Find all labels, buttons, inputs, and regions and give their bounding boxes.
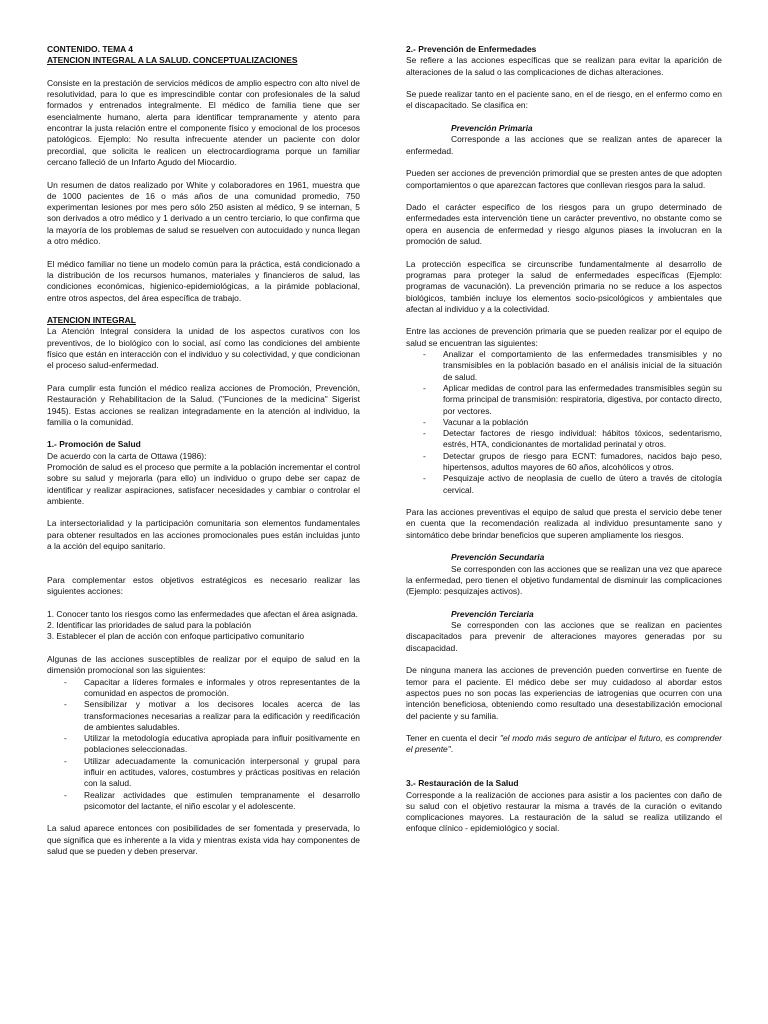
- list-item: - Capacitar a líderes formales e informales y otros representantes de la comunidad en aspectos de promoción.: [47, 677, 360, 700]
- section-heading-prevencion: 2.- Prevención de Enfermedades: [406, 44, 537, 54]
- numbered-list: [47, 609, 360, 643]
- list-item: - Detectar factores de riesgo individual: hábitos tóxicos, sedentarismo, estrés, HTA, condicionantes de mortalidad perinatal y otros.: [406, 428, 722, 451]
- paragraph: Se refiere a las acciones específicas que se realizan para evitar la aparición de alteraciones de la salud o las complicaciones de dichas alteraciones.: [406, 55, 722, 77]
- paragraph: Para cumplir esta función el médico realiza acciones de Promoción, Prevención, Restauración y Rehabilitacion de la Salud. ("Funciones de la medicina" Sigerist 1945). Estas acciones se realizan integradamente en la atención al individuo, la familia o la comunidad.: [47, 382, 360, 427]
- paragraph: Corresponde a la realización de acciones para asistir a los pacientes con daño de su salud con el objetivo restaurar la misma a través de la curación o evitando complicaciones mayores. La restauración de la salud se realiza utilizando el enfoque clínico - epidemiológico y social.: [406, 789, 722, 834]
- list-item: - Detectar grupos de riesgo para ECNT: fumadores, nacidos bajo peso, hipertensos, adultos mayores de 60 años, alcohólicos y otros.: [406, 451, 722, 474]
- subheading-prevencion-terciaria: Prevención Terciaria: [451, 608, 534, 619]
- subheading-prevencion-primaria: Prevención Primaria: [451, 123, 533, 134]
- paragraph: Dado el carácter especifico de los riesgos para un grupo determinado de enfermedades esta intervención tiene un carácter preventivo, no obstante como se opera en ausencia de enfermedad y riesgo algunos piases la involucran en la promoción de salud.: [406, 202, 722, 247]
- paragraph: Consiste en la prestación de servicios médicos de amplio espectro con alto nivel de resolutividad, para lo que es imprescindible contar con profesionales de la salud formados y entrenados integralmente. El médico de familia tiene que ser esencialmente humano, alerta para identificar tempranamente y atento para encontrar la justa relación entre el componente físico y emocional de los procesos patológicos. Ejemplo: No resulta infrecuente atender un paciente con dolor precordial, que solicita le realicen un electrocardiograma porque un familiar cercano falleció de un Infarto Agudo del Miocardio.: [47, 77, 360, 167]
- list-item: 1. Conocer tanto los riesgos como las enfermedades que afectan el área asignada.: [47, 608, 358, 619]
- paragraph: Un resumen de datos realizado por White y colaboradores en 1961, muestra que de 1000 pacientes de 16 o más años de una comunidad promedio, 750 experimentan lesiones por mes pero sólo 250 asisten al médico, 9 se internan, 5 son derivados a otro médico y 1 derivado a un centro terciario, lo que confirma que la mayoría de los problemas de salud se resuelven con autocuidado y nunca llegan a otro médico.: [47, 179, 360, 247]
- list-item: - Analizar el comportamiento de las enfermedades transmisibles y no transmisibles en la población basado en el análisis inicial de la situación de salud.: [406, 349, 722, 383]
- document-title: CONTENIDO. TEMA 4: [47, 44, 133, 54]
- bullet-list: [406, 349, 722, 496]
- paragraph: Se puede realizar tanto en el paciente sano, en el de riesgo, en el enfermo como en el discapacitado. Se clasifica en:: [406, 89, 722, 111]
- subheading-prevencion-secundaria: Prevención Secundaria: [451, 552, 545, 563]
- paragraph: Pueden ser acciones de prevención primordial que se presten antes de que adopten comportamientos o que aparezcan factores que conllevan riesgos para la salud.: [406, 168, 722, 190]
- quote-end: .: [450, 744, 454, 755]
- paragraph: Para las acciones preventivas el equipo de salud que presta el servicio debe tener en cuenta que la recomendación realizada al individuo presuntamente sano y sintomático debe brindar beneficios que superen ampliamente los riesgos.: [406, 507, 722, 540]
- list-item: - Vacunar a la población: [406, 417, 722, 428]
- list-item: - Pesquizaje activo de neoplasia de cuello de útero a través de citología cervical.: [406, 473, 722, 496]
- list-item: - Utilizar la metodología educativa apropiada para influir positivamente en poblaciones seleccionadas.: [47, 733, 360, 756]
- list-item: - Realizar actividades que estimulen tempranamente el desarrollo psicomotor del lactante, el niño escolar y el adolescente.: [47, 790, 360, 813]
- section-heading-atencion-integral: ATENCION INTEGRAL: [47, 315, 136, 326]
- paragraph: De acuerdo con la carta de Ottawa (1986):: [47, 450, 207, 461]
- left-column: [47, 44, 360, 857]
- right-column: [406, 44, 722, 835]
- document-subtitle: ATENCION INTEGRAL A LA SALUD. CONCEPTUALIZACIONES: [47, 55, 298, 66]
- quote-lead: Tener en cuenta el decir: [406, 733, 500, 744]
- bullet-list: [47, 677, 360, 813]
- paragraph: Se corresponden con las acciones que se realizan una vez que aparece la enfermedad, pero tienen el objetivo fundamental de disminuir las complicaciones (Ejemplo: pesquizajes activos).: [406, 563, 722, 597]
- list-item: - Aplicar medidas de control para las enfermedades transmisibles según su forma principal de transmisión: respiratoria, digestiva, por contacto directo, por vectores.: [406, 383, 722, 417]
- section-heading-restauracion: 3.- Restauración de la Salud: [406, 778, 519, 789]
- paragraph: Promoción de salud es el proceso que permite a la población incrementar el control sobre su salud y mejorarla (para ello) un individuo o grupo debe ser capaz de identificar y realizar aspiraciones, satisfacer necesidades y cambiar o controlar el ambiente.: [47, 461, 360, 506]
- paragraph: La Atención Integral considera la unidad de los aspectos curativos con los preventivos, de lo biológico con lo social, así como las condiciones del ambiente físico que están en interacción con el individuo y su colectividad, y que condicionan el proceso salud-enfermedad.: [47, 326, 360, 371]
- list-item: 2. Identificar las prioridades de salud para la población: [47, 620, 252, 631]
- paragraph: El médico familiar no tiene un modelo común para la práctica, está condicionado a la distribución de los recursos humanos, materiales y financieros de salud, las condiciones económicas, higienico-epidemiológicas, a la pirámide poblacional, entre otros aspectos, del área específica de trabajo.: [47, 258, 360, 303]
- quote-paragraph: [406, 733, 722, 756]
- paragraph: Algunas de las acciones susceptibles de realizar por el equipo de salud en la dimensión promocional son las siguientes:: [47, 654, 360, 676]
- list-item: - Sensibilizar y motivar a los decisores locales acerca de las transformaciones necesarias a realizar para la edificación y reedificación de ambientes saludables.: [47, 699, 360, 733]
- list-item: - Utilizar adecuadamente la comunicación interpersonal y grupal para influir en actitudes, valores, costumbres y prácticas positivas en relación con la salud.: [47, 756, 360, 790]
- list-item: 3. Establecer el plan de acción con enfoque participativo comunitario: [47, 631, 305, 642]
- paragraph: De ninguna manera las acciones de prevención pueden convertirse en fuente de temor para el paciente. El médico debe ser muy cuidadoso al abordar estos aspectos pues no son pocas las experiencias de iatrogenias que ocurren con una intención beneficiosa, obteniendo como resultado una desestabilización emocional del paciente y su familia.: [406, 665, 722, 721]
- paragraph: Para complementar estos objetivos estratégicos es necesario realizar las siguientes acciones:: [47, 574, 360, 597]
- section-heading-promocion: 1.- Promoción de Salud: [47, 439, 141, 450]
- quote-text: "el modo más seguro de anticipar el futuro, es comprender el presente": [406, 733, 722, 755]
- paragraph: La intersectorialidad y la participación comunitaria son elementos fundamentales para obtener resultados en las acciones promocionales pues están incluidas junto a la acción del equipo sanitario.: [47, 518, 360, 552]
- paragraph: La protección específica se circunscribe fundamentalmente al desarrollo de programas para proteger la salud de enfermedades específicas (Ejemplo: programas de vacunación). La prevención primaria no se reduce a los aspectos biológicos, también incluye los elementos socio-psicológicos y ambientales que afectan al individuo y a la colectividad.: [406, 258, 722, 314]
- paragraph: La salud aparece entonces con posibilidades de ser fomentada y preservada, lo que significa que es inherente a la vida y mientras exista vida hay componentes de salud que se pueden y deben preservar.: [47, 823, 360, 857]
- paragraph: Entre las acciones de prevención primaria que se pueden realizar por el equipo de salud se encuentran las siguientes:: [406, 326, 722, 348]
- paragraph: Corresponde a las acciones que se realizan antes de aparecer la enfermedad.: [406, 134, 722, 156]
- paragraph: Se corresponden con las acciones que se realizan en pacientes discapacitados para prevenir de alteraciones mayores generadas por su discapacidad.: [406, 620, 722, 653]
